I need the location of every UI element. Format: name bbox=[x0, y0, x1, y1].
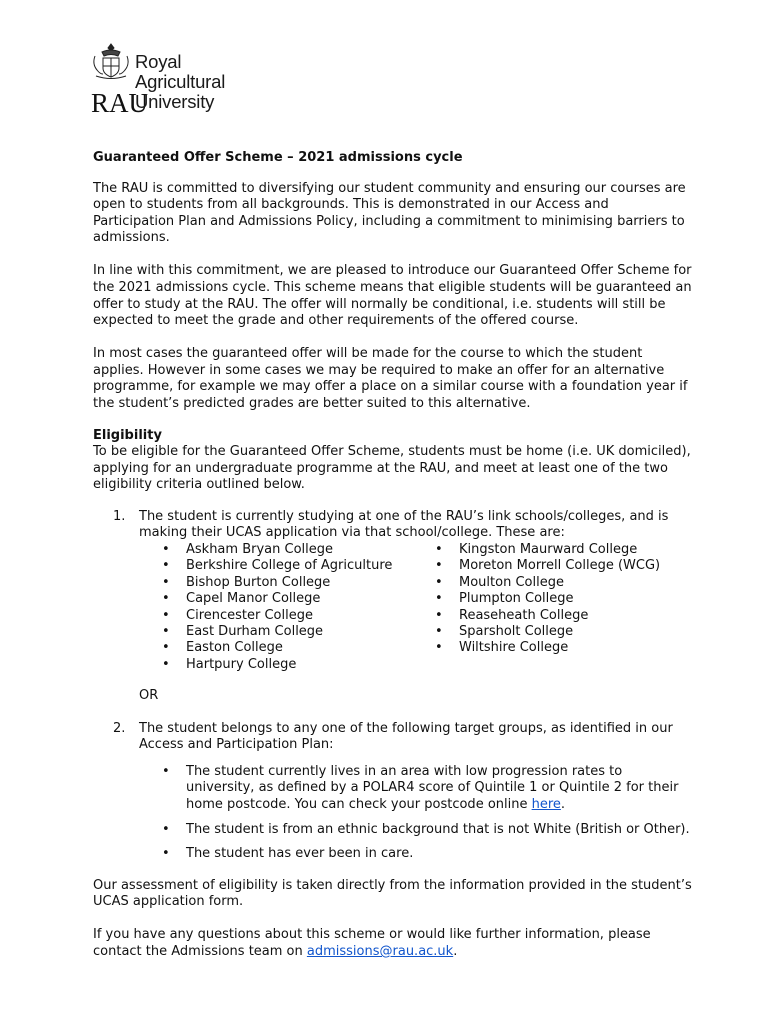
college-name: East Durham College bbox=[186, 624, 324, 640]
or-separator: OR bbox=[139, 688, 159, 704]
college-list-item bbox=[162, 640, 392, 656]
bullet-icon: • bbox=[162, 640, 170, 656]
link-colleges-list bbox=[93, 542, 693, 674]
criterion-2 bbox=[93, 721, 693, 754]
bullet-icon: • bbox=[162, 558, 170, 574]
bullet-icon: • bbox=[435, 591, 443, 607]
target-groups-list bbox=[93, 764, 693, 863]
postcode-check-link[interactable]: here bbox=[531, 797, 561, 813]
document-title: Guaranteed Offer Scheme – 2021 admissions cycle bbox=[93, 150, 463, 165]
bullet-icon: • bbox=[162, 542, 170, 558]
college-list-item bbox=[435, 624, 660, 640]
college-list-item bbox=[435, 542, 660, 558]
crest-icon bbox=[90, 42, 149, 118]
logo-wordmark bbox=[135, 52, 225, 112]
bullet-icon: • bbox=[435, 574, 443, 590]
target-group-item bbox=[93, 846, 693, 863]
document-body bbox=[93, 150, 693, 977]
target-group-item bbox=[93, 822, 693, 839]
criterion-1-text: The student is currently studying at one of the RAU’s link schools/colleges, and is making their UCAS application via that school/college. These are: bbox=[139, 508, 669, 541]
college-list-item bbox=[435, 640, 660, 656]
college-name: Wiltshire College bbox=[459, 640, 569, 656]
eligibility-heading: Eligibility bbox=[93, 427, 162, 443]
logo-line-university: University bbox=[135, 91, 215, 112]
rau-logo bbox=[90, 42, 250, 118]
college-list-item bbox=[162, 542, 392, 558]
bullet-icon: • bbox=[162, 624, 170, 640]
bullet-icon: • bbox=[435, 624, 443, 640]
svg-text:RAU: RAU bbox=[91, 88, 149, 118]
college-list-item bbox=[435, 591, 660, 607]
contact-end: . bbox=[453, 943, 458, 959]
college-name: Cirencester College bbox=[186, 607, 313, 623]
target-group-2-text: The student is from an ethnic background that is not White (British or Other). bbox=[186, 821, 690, 837]
college-name: Moreton Morrell College (WCG) bbox=[459, 558, 661, 574]
cases-paragraph: In most cases the guaranteed offer will be made for the course to which the student applies. However in some cases we may be required to make an offer for an alternative programme, for example we may offer a place on a similar course with a foundation year if the student’s predicted grades are better suited to this alternative. bbox=[93, 346, 688, 411]
contact-text: If you have any questions about this scheme or would like further information, please contact the Admissions team on bbox=[93, 927, 651, 959]
college-name: Capel Manor College bbox=[186, 591, 321, 607]
logo-line-agricultural: Agricultural bbox=[135, 71, 226, 92]
bullet-icon: • bbox=[435, 640, 443, 656]
college-name: Askham Bryan College bbox=[186, 542, 333, 558]
criterion-1-number: 1. bbox=[113, 508, 126, 524]
college-list-item bbox=[162, 657, 392, 673]
admissions-email-link[interactable]: admissions@rau.ac.uk bbox=[306, 943, 454, 959]
bullet-icon: • bbox=[162, 846, 170, 862]
eligibility-paragraph: To be eligible for the Guaranteed Offer Scheme, students must be home (i.e. UK domiciled), applying for an undergraduate programme at the RAU, and meet at least one of the two eligibility criteria outlined below. bbox=[93, 444, 691, 493]
college-list-item bbox=[162, 558, 392, 574]
college-name: Sparsholt College bbox=[459, 624, 574, 640]
college-name: Bishop Burton College bbox=[186, 574, 331, 590]
intro-paragraph: The RAU is committed to diversifying our student community and ensuring our courses are open to students from all backgrounds. This is demonstrated in our Access and Participation Plan and Admissions Policy, including a commitment to minimising barriers to admissions. bbox=[93, 180, 686, 246]
bullet-icon: • bbox=[435, 542, 443, 558]
target-group-3-text: The student has ever been in care. bbox=[186, 846, 414, 862]
college-name: Easton College bbox=[186, 640, 283, 656]
college-list-item bbox=[435, 608, 660, 624]
assessment-paragraph: Our assessment of eligibility is taken directly from the information provided in the student’s UCAS application form. bbox=[93, 877, 692, 910]
college-list-item bbox=[162, 575, 392, 591]
college-name: Plumpton College bbox=[459, 591, 574, 607]
target-group-1-end: . bbox=[560, 797, 566, 813]
bullet-icon: • bbox=[162, 591, 170, 607]
bullet-icon: • bbox=[162, 656, 170, 672]
bullet-icon: • bbox=[162, 763, 170, 779]
college-list-item bbox=[162, 591, 392, 607]
commitment-paragraph: In line with this commitment, we are pleased to introduce our Guaranteed Offer Scheme for the 2021 admissions cycle. This scheme means that eligible students will be guaranteed an offer to study at the RAU. The offer will normally be conditional, i.e. students will still be expected to meet the grade and other requirements of the offered course. bbox=[93, 263, 692, 329]
college-list-item bbox=[162, 624, 392, 640]
colleges-column-left bbox=[162, 542, 392, 673]
colleges-column-right bbox=[435, 542, 660, 657]
college-name: Berkshire College of Agriculture bbox=[186, 558, 393, 574]
criterion-1 bbox=[93, 509, 693, 542]
bullet-icon: • bbox=[162, 607, 170, 623]
college-name: Kingston Maurward College bbox=[459, 542, 638, 558]
college-name: Hartpury College bbox=[186, 656, 297, 672]
criterion-2-number: 2. bbox=[113, 720, 126, 736]
contact-paragraph bbox=[93, 927, 693, 960]
bullet-icon: • bbox=[162, 574, 170, 590]
bullet-icon: • bbox=[435, 558, 443, 574]
college-name: Moulton College bbox=[459, 574, 564, 590]
target-group-item bbox=[93, 764, 693, 814]
bullet-icon: • bbox=[435, 607, 443, 623]
college-list-item bbox=[435, 575, 660, 591]
college-list-item bbox=[162, 608, 392, 624]
college-list-item bbox=[435, 558, 660, 574]
criterion-2-text: The student belongs to any one of the following target groups, as identified in our Access and Participation Plan: bbox=[139, 720, 673, 753]
college-name: Reaseheath College bbox=[459, 607, 589, 623]
logo-line-royal: Royal bbox=[135, 51, 182, 72]
target-group-1-text: The student currently lives in an area with low progression rates to university, as defined by a POLAR4 score of Quintile 1 or Quintile 2 for their home postcode. You can check your postcode online bbox=[186, 763, 679, 813]
bullet-icon: • bbox=[162, 821, 170, 837]
